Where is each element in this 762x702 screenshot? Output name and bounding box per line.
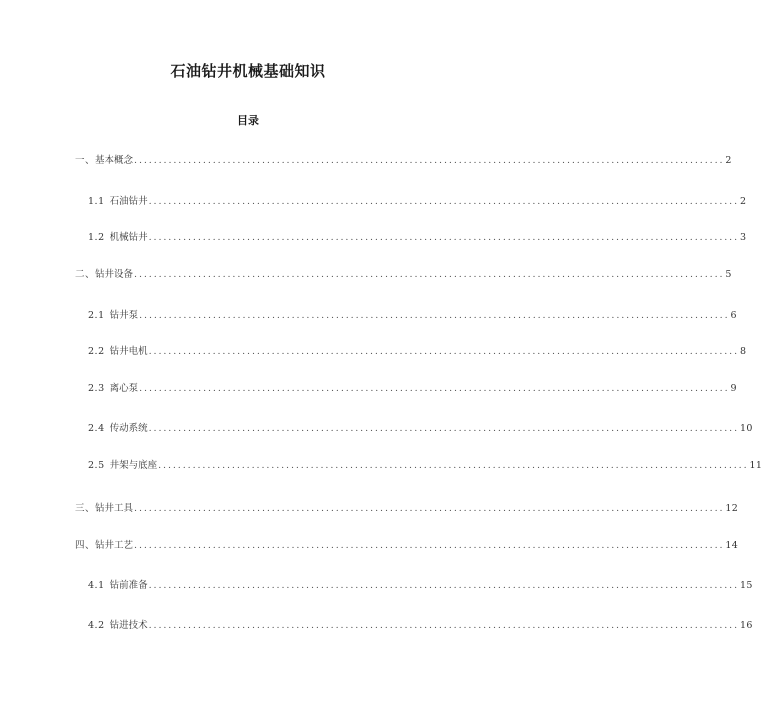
toc-entry-page-number: 2: [725, 155, 732, 166]
toc-entry-number: 一、: [75, 155, 96, 166]
toc-entry-page-number: 10: [740, 423, 753, 434]
toc-entry[interactable]: [88, 346, 747, 358]
toc-entry-label: 井架与底座: [109, 460, 158, 471]
toc-entry-label: 钻井设备: [95, 269, 134, 280]
toc-entry-page-number: 6: [730, 310, 737, 321]
toc-entry[interactable]: [88, 620, 753, 632]
toc-entry-number: 三、: [75, 503, 96, 514]
toc-entry[interactable]: [88, 310, 737, 322]
toc-entry-number: 2.5: [88, 460, 105, 471]
toc-entry-page-number: 14: [725, 540, 739, 551]
toc-entry[interactable]: [88, 196, 747, 208]
toc-entry-label: 钻进技术: [109, 620, 148, 631]
toc-dot-leader: ........................................................................................................................: [148, 346, 739, 357]
toc-dot-leader: ........................................................................................................................: [139, 383, 730, 394]
toc-entry-number: 4.1: [88, 580, 105, 591]
toc-entry-page-number: 8: [740, 346, 747, 357]
toc-dot-leader: ........................................................................................................................: [134, 269, 725, 280]
toc-entry[interactable]: [88, 580, 753, 592]
toc-entry-label: 传动系统: [109, 423, 148, 434]
toc-dot-leader: ........................................................................................................................: [134, 540, 725, 551]
toc-dot-leader: ........................................................................................................................: [148, 232, 739, 243]
toc-entry[interactable]: [88, 460, 762, 472]
toc-entry-label: 钻井泵: [109, 310, 139, 321]
toc-dot-leader: ........................................................................................................................: [148, 580, 739, 591]
toc-entry-number: 2.3: [88, 383, 105, 394]
toc-entry-label: 离心泵: [109, 383, 139, 394]
toc-entry[interactable]: [88, 383, 737, 395]
toc-entry-page-number: 11: [749, 460, 762, 471]
document-title: 石油钻井机械基础知识: [170, 62, 326, 80]
toc-entry[interactable]: [75, 503, 739, 515]
toc-entry-page-number: 3: [740, 232, 747, 243]
toc-entry-number: 二、: [75, 269, 96, 280]
toc-entry-page-number: 2: [740, 196, 747, 207]
toc-entry-page-number: 5: [725, 269, 732, 280]
toc-entry[interactable]: [75, 155, 732, 167]
toc-entry-label: 石油钻井: [109, 196, 148, 207]
toc-entry[interactable]: [75, 269, 732, 281]
toc-entry-number: 2.2: [88, 346, 105, 357]
toc-entry-label: 钻前准备: [109, 580, 148, 591]
toc-entry[interactable]: [88, 423, 753, 435]
toc-entry-page-number: 12: [725, 503, 739, 514]
toc-entry-number: 4.2: [88, 620, 105, 631]
toc-entry-label: 机械钻井: [109, 232, 148, 243]
toc-entry-number: 2.4: [88, 423, 105, 434]
toc-entry-number: 2.1: [88, 310, 105, 321]
toc-dot-leader: ........................................................................................................................: [134, 503, 725, 514]
toc-entry-page-number: 9: [730, 383, 737, 394]
toc-dot-leader: ........................................................................................................................: [158, 460, 749, 471]
toc-dot-leader: ........................................................................................................................: [148, 423, 739, 434]
toc-entry-label: 钻井工具: [95, 503, 134, 514]
toc-dot-leader: ........................................................................................................................: [148, 620, 739, 631]
toc-entry-label: 基本概念: [95, 155, 134, 166]
toc-entry[interactable]: [75, 540, 739, 552]
toc-entry[interactable]: [88, 232, 747, 244]
toc-heading: 目录: [237, 114, 259, 127]
toc-dot-leader: ........................................................................................................................: [134, 155, 725, 166]
toc-dot-leader: ........................................................................................................................: [139, 310, 730, 321]
toc-entry-label: 钻井工艺: [95, 540, 134, 551]
toc-entry-page-number: 15: [740, 580, 753, 591]
toc-entry-number: 1.1: [88, 196, 105, 207]
toc-entry-number: 四、: [75, 540, 96, 551]
toc-entry-number: 1.2: [88, 232, 105, 243]
toc-entry-page-number: 16: [740, 620, 753, 631]
toc-entry-label: 钻井电机: [109, 346, 148, 357]
toc-dot-leader: ........................................................................................................................: [148, 196, 739, 207]
